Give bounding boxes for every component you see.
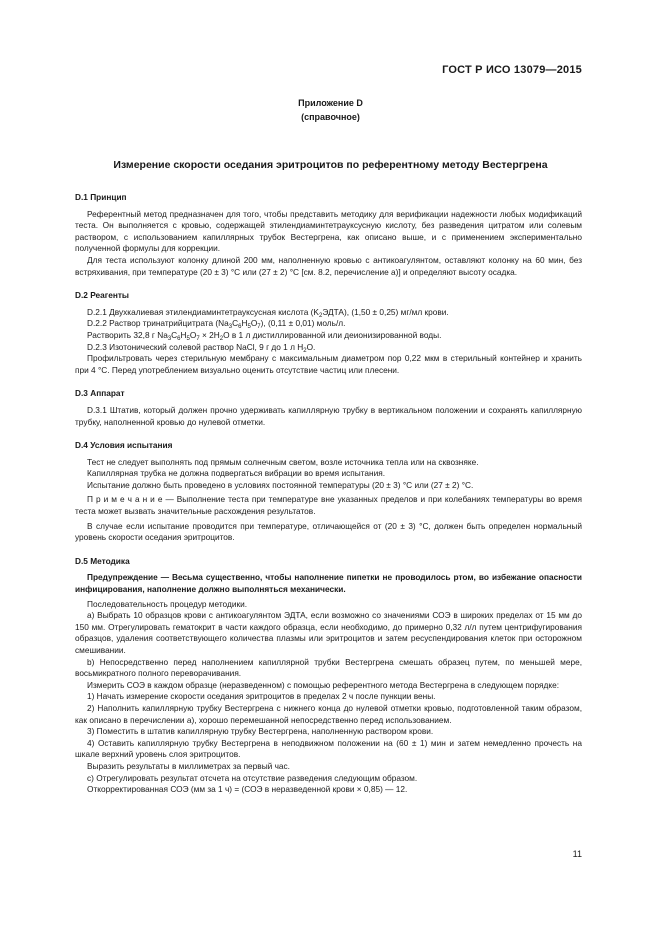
document-title: Измерение скорости оседания эритроцитов по референтному методу Вестергрена [113, 159, 548, 171]
list-item: 2) Наполнить капиллярную трубку Вестергрена с нижнего конца до нулевой отметки кровью, подготовленной таким образом, как описано в перечислении а), хорошо перемешанной непосредственно перед использованием. [75, 702, 582, 725]
standard-code: ГОСТ Р ИСО 13079—2015 [442, 64, 582, 76]
paragraph: Измерить СОЭ в каждом образце (неразведенном) с помощью референтного метода Вестергрена в следующем порядке: [87, 679, 560, 690]
list-item: 1) Начать измерение скорости оседания эритроцитов в пределах 2 ч после пункции вены. [87, 691, 436, 702]
paragraph: D.3.1 Штатив, который должен прочно удерживать капиллярную трубку в вертикальном положении и сохранять капиллярную трубку, наполненной кровью до нулевой отметки. [75, 404, 582, 427]
paragraph: Растворить 32,8 г $Na_3C_6H_5O_7 \times 2H_2O$ в 1 л дистиллированной или деионизированной воды. [87, 329, 442, 342]
appendix-label: Приложение D [298, 98, 363, 108]
formula: Откорректированная СОЭ (мм за 1 ч) = (СОЭ в неразведенной крови × 0,85) — 12. [87, 784, 408, 795]
paragraph: Капиллярная трубка не должна подвергаться вибрации во время испытания. [87, 468, 386, 479]
list-item: 3) Поместить в штатив капиллярную трубку Вестергрена, наполненную раствором крови. [87, 726, 434, 737]
list-item: а) Выбрать 10 образцов крови с антикоагулянтом ЭДТА, если возможно со значениями СОЭ в широких пределах от 15 мм до 150 мм. Отрегулировать гематокрит в части каждого образца, если необходимо, до примерно 0,32 л/л путем центрифугирования образцов, удаления соответствующего количества плазмы или эритроцитов и затем ресуспендирования клеток при осторожном смешивании. [75, 610, 582, 655]
section-heading-d2: D.2 Реагенты [75, 290, 130, 301]
document-body [75, 186, 582, 796]
section-heading-d3: D.3 Аппарат [75, 388, 125, 399]
list-item: 4) Оставить капиллярную трубку Вестергрена в неподвижном положении на (60 ± 1) мин и затем немедленно прочесть на шкале верхний уровень слоя эритроцитов. [75, 737, 582, 760]
appendix-type: (справочное) [301, 112, 360, 122]
appendix-heading [0, 96, 661, 124]
paragraph: Испытание должно быть проведено в условиях постоянной температуры (20 ± 3) °С или (27 ± 2) °С. [87, 479, 474, 490]
paragraph: Выразить результаты в миллиметрах за первый час. [87, 760, 290, 771]
page-number: 11 [572, 849, 582, 859]
paragraph: D.2.2 Раствор тринатрийцитрата $(Na_3C_6H_5O_7)$, (0,11 ± 0,01) моль/л. [87, 318, 346, 331]
paragraph: Последовательность процедур методики. [87, 598, 248, 609]
section-heading-d4: D.4 Условия испытания [75, 440, 173, 451]
paragraph: Тест не следует выполнять под прямым солнечным светом, возле источника тепла или на сквозняке. [87, 456, 479, 467]
paragraph: Референтный метод предназначен для того, чтобы представить методику для верификации надежности любых модификаций теста. Он выполняется с кровью, содержащей этилендиаминтетрауксусную кислоту, без разведения цитратом или солевым раствором, с использованием капиллярных трубок Вестергрена, как описано выше, и с применением экспериментально полученной формулы для коррекции. [75, 208, 582, 254]
paragraph: В случае если испытание проводится при температуре, отличающейся от (20 ± 3) °С, должен быть определен нормальный уровень скорости оседания эритроцитов. [75, 520, 582, 543]
section-heading-d5: D.5 Методика [75, 555, 130, 566]
note: П р и м е ч а н и е — Выполнение теста при температуре вне указанных пределов и при колебаниях температуры во время теста может вызвать значительные расхождения результатов. [75, 494, 582, 517]
paragraph: D.2.1 Двухкалиевая этилендиаминтетрауксусная кислота $(K_2ЭДТА)$, (1,50 ± 0,25) мг/мл крови. [87, 306, 449, 319]
paragraph: D.2.3 Изотонический солевой раствор NaCl, 9 г до 1 л $H_2O$. [87, 341, 316, 354]
paragraph: Для теста используют колонку длиной 200 мм, наполненную кровью с антикоагулянтом, оставляют колонку на 60 мин, без встряхивания, при температуре (20 ± 3) °С или (27 ± 2) °С [см. 8.2, перечисление а)] и определяют высоту осадка. [75, 254, 582, 277]
paragraph: Профильтровать через стерильную мембрану с максимальным диаметром пор 0,22 мкм в стерильный контейнер и хранить при 4 °С. Перед употреблением визуально оценить отсутствие частиц или плесени. [75, 353, 582, 375]
section-heading-d1: D.1 Принцип [75, 192, 127, 202]
list-item: с) Отрегулировать результат отсчета на отсутствие разведения следующим образом. [87, 772, 418, 783]
warning: Предупреждение — Весьма существенно, чтобы наполнение пипетки не проводилось ртом, во избежание опасности инфицирования, наполнение должно выполняться механически. [75, 572, 582, 595]
list-item: b) Непосредственно перед наполнением капиллярной трубки Вестергрена смешать образец путем, по меньшей мере, восьмикратного полного переворачивания. [75, 656, 582, 679]
